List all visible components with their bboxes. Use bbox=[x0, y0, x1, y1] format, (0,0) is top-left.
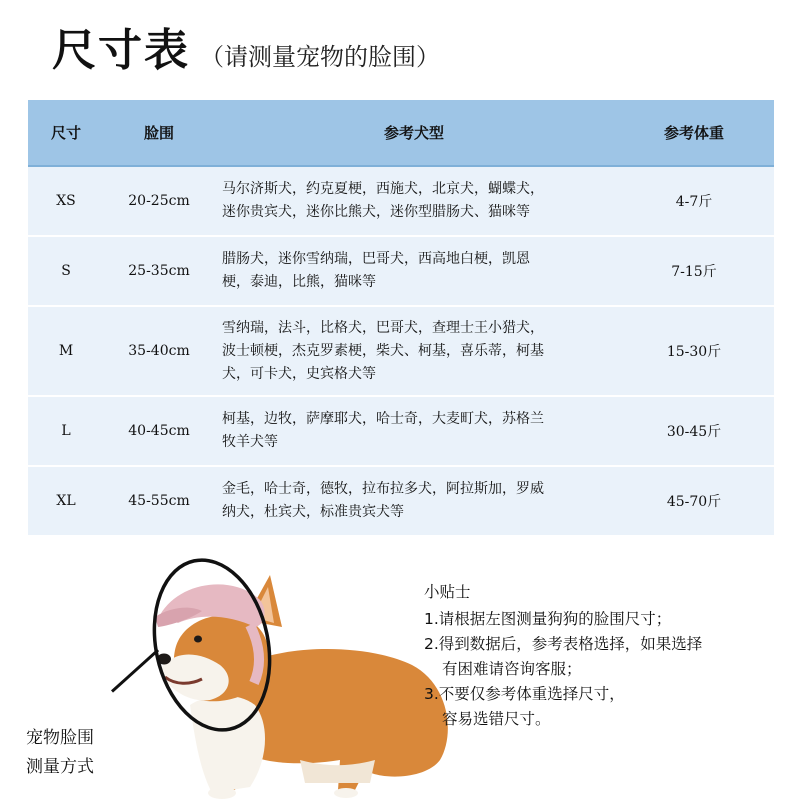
tips-panel bbox=[424, 580, 794, 732]
page-title bbox=[52, 14, 440, 74]
tip-item-3: 3.不要仅参考体重选择尺寸， bbox=[424, 685, 625, 703]
dogs-line: 雪纳瑞，法斗，比格犬，巴哥犬，查理士王小猎犬， bbox=[222, 319, 544, 336]
dogs-line: 柯基，边牧，萨摩耶犬，哈士奇，大麦町犬，苏格兰 bbox=[222, 411, 544, 427]
dogs-line: 腊肠犬，迷你雪纳瑞，巴哥犬，西高地白梗，凯恩 bbox=[222, 251, 530, 267]
dogs-cell bbox=[214, 166, 614, 236]
caption-line-2: 测量方式 bbox=[26, 757, 94, 777]
corgi-photo-icon bbox=[150, 555, 455, 800]
dogs-cell bbox=[214, 306, 614, 396]
dogs-cell bbox=[214, 396, 614, 466]
table-row bbox=[28, 236, 774, 306]
size-cell: L bbox=[28, 396, 104, 466]
size-cell: M bbox=[28, 306, 104, 396]
weight-cell: 45-70斤 bbox=[614, 466, 774, 536]
tip-item-2-cont: 有困难请咨询客服； bbox=[442, 660, 582, 678]
tip-item-1: 1.请根据左图测量狗狗的脸围尺寸； bbox=[424, 610, 672, 628]
size-cell: S bbox=[28, 236, 104, 306]
face-cell: 35-40cm bbox=[104, 306, 214, 396]
dogs-line: 波士顿梗，杰克罗素梗，柴犬、柯基，喜乐蒂，柯基 bbox=[222, 342, 544, 359]
corgi-eye bbox=[194, 636, 202, 643]
weight-cell: 4-7斤 bbox=[614, 166, 774, 236]
measure-caption bbox=[26, 724, 94, 782]
weight-cell: 30-45斤 bbox=[614, 396, 774, 466]
corgi-belly bbox=[300, 760, 375, 783]
dogs-cell bbox=[214, 236, 614, 306]
dogs-cell bbox=[214, 466, 614, 536]
tips-title: 小贴士 bbox=[424, 583, 471, 601]
column-header-weight: 参考体重 bbox=[614, 100, 774, 166]
corgi-chest bbox=[190, 696, 265, 793]
face-cell: 40-45cm bbox=[104, 396, 214, 466]
title-subtitle: （请测量宠物的脸围） bbox=[200, 43, 440, 71]
size-table bbox=[28, 100, 774, 537]
weight-cell: 15-30斤 bbox=[614, 306, 774, 396]
dogs-line: 迷你贵宾犬，迷你比熊犬，迷你型腊肠犬、猫咪等 bbox=[222, 204, 530, 220]
face-cell: 25-35cm bbox=[104, 236, 214, 306]
face-cell: 20-25cm bbox=[104, 166, 214, 236]
dogs-line: 梗，泰迪，比熊，猫咪等 bbox=[222, 274, 376, 290]
tip-item-3-cont: 容易选错尺寸。 bbox=[442, 710, 551, 728]
column-header-size: 尺寸 bbox=[28, 100, 104, 166]
weight-cell: 7-15斤 bbox=[614, 236, 774, 306]
table-row bbox=[28, 466, 774, 536]
tip-item-2: 2.得到数据后，参考表格选择，如果选择 bbox=[424, 635, 703, 653]
dogs-line: 金毛，哈士奇，德牧，拉布拉多犬，阿拉斯加，罗威 bbox=[222, 481, 544, 497]
size-cell: XL bbox=[28, 466, 104, 536]
size-cell: XS bbox=[28, 166, 104, 236]
title-main: 尺寸表 bbox=[52, 25, 190, 76]
corgi-paw bbox=[208, 787, 236, 799]
caption-line-1: 宠物脸围 bbox=[26, 728, 94, 748]
dogs-line: 牧羊犬等 bbox=[222, 434, 278, 450]
table-header-row bbox=[28, 100, 774, 166]
column-header-face: 脸围 bbox=[104, 100, 214, 166]
dogs-line: 马尔济斯犬，约克夏梗，西施犬，北京犬，蝴蝶犬， bbox=[222, 181, 544, 197]
corgi-paw bbox=[334, 788, 358, 798]
face-cell: 45-55cm bbox=[104, 466, 214, 536]
table-row bbox=[28, 396, 774, 466]
column-header-dogs: 参考犬型 bbox=[214, 100, 614, 166]
dogs-line: 纳犬，杜宾犬，标准贵宾犬等 bbox=[222, 504, 404, 520]
table-row bbox=[28, 306, 774, 396]
table-row bbox=[28, 166, 774, 236]
dogs-line: 犬，可卡犬，史宾格犬等 bbox=[222, 365, 376, 382]
